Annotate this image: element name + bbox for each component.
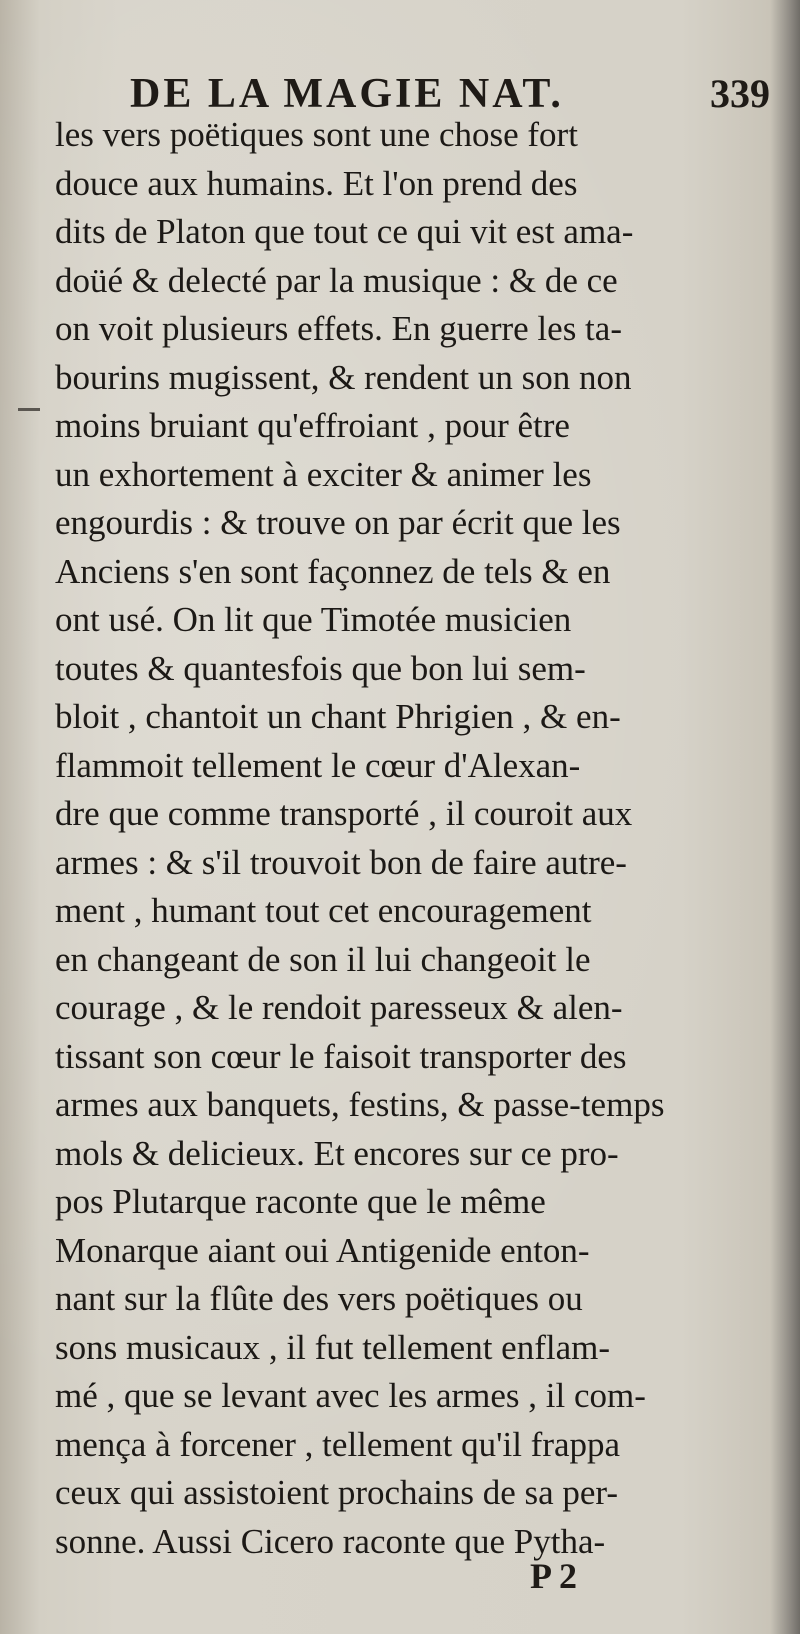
text-line: Monarque aiant oui Antigenide enton- — [55, 1230, 590, 1270]
text-line: dits de Platon que tout ce qui vit est ama- — [55, 212, 634, 251]
text-line: Anciens s'en sont façonnez de tels & en — [55, 551, 611, 591]
page-number: 339 — [710, 71, 770, 116]
text-line: armes aux banquets, festins, & passe-temps — [55, 1085, 665, 1124]
text-line: un exhortement à exciter & animer les — [55, 454, 592, 494]
text-line: armes : & s'il trouvoit bon de faire autre- — [55, 842, 627, 882]
text-line: mols & delicieux. Et encores sur ce pro- — [55, 1133, 619, 1173]
text-line: bloit , chantoit un chant Phrigien , & en- — [55, 697, 621, 736]
text-line: mé , que se levant avec les armes , il com- — [55, 1376, 646, 1415]
text-line: ceux qui assistoient prochains de sa per- — [55, 1473, 619, 1512]
text-line: sons musicaux , il fut tellement enflam- — [55, 1327, 611, 1367]
margin-mark — [18, 408, 40, 411]
text-line: on voit plusieurs effets. En guerre les ta- — [55, 309, 622, 348]
text-line: courage , & le rendoit paresseux & alen- — [55, 988, 623, 1027]
text-line: nant sur la flûte des vers poëtiques ou — [55, 1279, 583, 1318]
text-line: tissant son cœur le faisoit transporter des — [55, 1036, 627, 1076]
body-text — [55, 111, 770, 1566]
text-line: toutes & quantesfois que bon lui sem- — [55, 648, 586, 688]
text-line: ment , humant tout cet encouragement — [55, 891, 592, 930]
running-title: DE LA MAGIE NAT. — [130, 71, 564, 117]
text-line: mença à forcener , tellement qu'il frappa — [55, 1424, 621, 1464]
text-line: sonne. Aussi Cicero raconte que Pytha- — [55, 1521, 606, 1561]
signature-mark: P 2 — [530, 1556, 578, 1596]
text-line: douce aux humains. Et l'on prend des — [55, 163, 578, 203]
text-line: flammoit tellement le cœur d'Alexan- — [55, 745, 581, 785]
text-line: dre que comme transporté , il couroit aux — [55, 794, 633, 833]
text-line: bourins mugissent, & rendent un son non — [55, 357, 632, 397]
text-line: pos Plutarque raconte que le même — [55, 1182, 546, 1221]
text-line: moins bruiant qu'effroiant , pour être — [55, 406, 570, 445]
text-line: doüé & delecté par la musique : & de ce — [55, 260, 618, 300]
text-line: en changeant de son il lui changeoit le — [55, 939, 591, 979]
text-line: ont usé. On lit que Timotée musicien — [55, 600, 572, 639]
text-line: les vers poëtiques sont une chose fort — [55, 115, 578, 154]
text-line: engourdis : & trouve on par écrit que les — [55, 503, 621, 542]
